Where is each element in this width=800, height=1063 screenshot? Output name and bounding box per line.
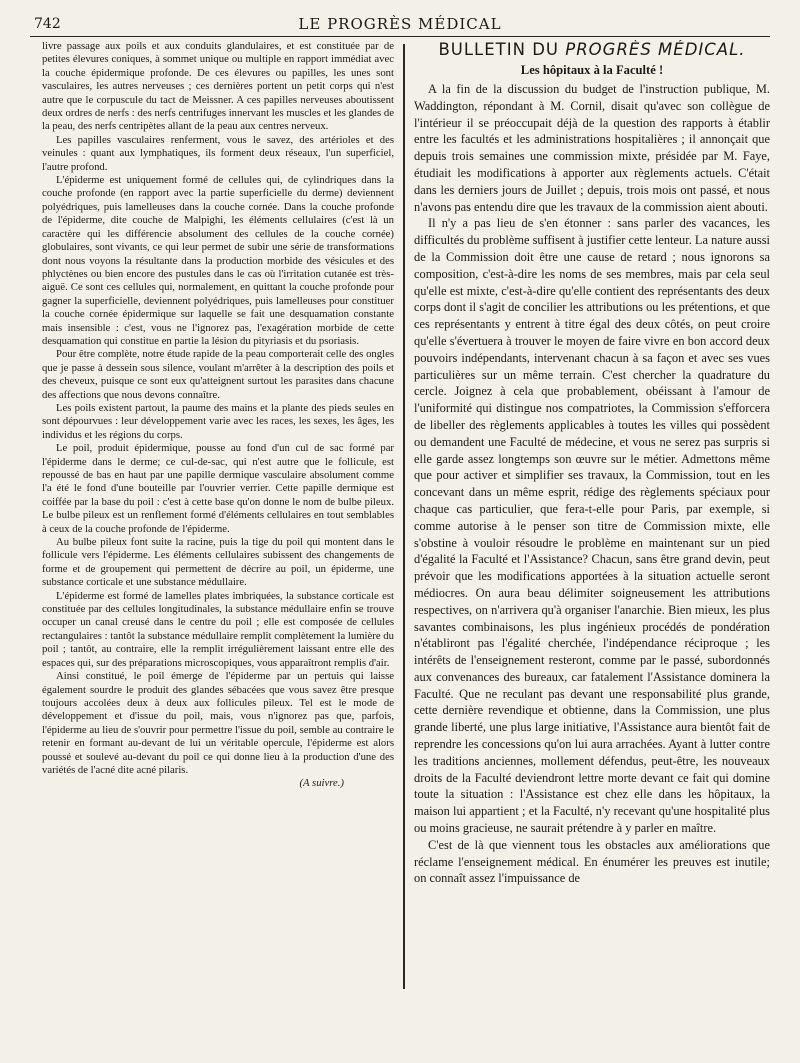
section-title: Les hôpitaux à la Faculté ! [520, 63, 664, 77]
bulletin-title [414, 40, 770, 60]
to-be-continued: (A suivre.) [299, 777, 344, 790]
left-column [42, 40, 394, 980]
right-paragraph: C'est de là que viennent tous les obstacles aux améliorations que réclame l'enseignement médical. En énumérer les preuves est inutile; on connaît assez l'impuissance de [414, 837, 770, 886]
left-paragraph: Les papilles vasculaires renferment, vous le savez, des artérioles et des veinules : quant aux lymphatiques, ils forment deux réseaux, l'un superficiel, l'autre profond. [42, 133, 394, 173]
bulletin-title-italic: PROGRÈS MÉDICAL. [565, 40, 746, 59]
left-paragraph: Ainsi constitué, le poil émerge de l'épiderme par un pertuis qui laisse également sourdre le produit des glandes sébacées que vous savez être presque toujours accolées deux à deux aux follicules pileux. Tel est le mode de développement et d'issue du poil, mais, vous n'ignorez pas que, parfois, l'épiderme au lieu de s'ouvrir pour permettre l'issue du poil, semble au contraire le retenir en formant au-devant de lui un véritable opercule, l'épiderme est alors poussé et soulevé au-devant du poil ce qui donne lieu à la production d'une des variétés de l'acné dite acné pilaris. [42, 670, 394, 776]
left-paragraph: livre passage aux poils et aux conduits glandulaires, et est constituée par de petites élevures coniques, à sommet unique ou multiple en rapport immédiat avec la couche épidermique profonde. De ces élevures ou papilles, les unes sont vasculaires, les autres nerveuses ; ces dernières portent un petit corps qui n'est autre que le corpuscule du tact de Meissner. A ces papilles nerveuses aboutissent deux ordres de nerfs : des nerfs centrifuges innervant les muscles et les glandes de la peau, des nerfs centripètes allant de la peau aux centres nerveux. [42, 40, 394, 133]
column-divider [403, 44, 405, 989]
left-paragraph: Les poils existent partout, la paume des mains et la plante des pieds seules en sont dépourvues : leur développement varie avec les races, les sexes, les âges, les individus et les régions du corps. [42, 401, 394, 441]
left-paragraph: L'épiderme est formé de lamelles plates imbriquées, la substance corticale est constituée par des cellules longitudinales, la substance médullaire enfin se trouve occuper un canal creusé dans le centre du poil ; elle est composée de cellules rectangulaires : tantôt la substance médullaire remplit complètement la lumière du poil ; tantôt, au contraire, elle la remplit irrégulièrement laissant entre elle des espaces qui, sur des préparations microscopiques, vous apparaîtront remplis d'air. [42, 589, 394, 669]
page-header [30, 10, 770, 37]
bulletin-title-main: BULLETIN DU [438, 40, 566, 59]
left-paragraph: L'épiderme est uniquement formé de cellules qui, de cylindriques dans la couche profonde (en rapport avec la partie superficielle du derme) deviennent polyédriques, puis lamelleuses dans la couche cornée. Dans la couche profonde de l'épiderme, dite couche de Malpighi, les éléments cellulaires (c'est là un caractère qui les différencie absolument des cellules de la couche cornée) globulaires, sont vivants, ce qui leur permet de subir une série de transformations dont nous voyons la résultante dans la production morbide des vésicules et des phlyctènes ou bien encore des pustules dans le cas où l'irritation cutanée est très-aiguë. Ce sont ces cellules qui, normalement, en quittant la couche profonde pour gagner la superficielle, deviennent polyédriques, puis lamelleuses pour constituer la couche cornée épidermique sur laquelle se fait une desquamation constante mais insensible : c'est, vous ne l'ignorez pas, l'exagération morbide de cette desquamation qui constitue en partie la lésion du pityriasis et du psoriasis. [42, 174, 394, 347]
left-paragraph: Pour être complète, notre étude rapide de la peau comporterait celle des ongles que je passe à dessein sous silence, voulant m'arrêter à la description des poils et des cheveux, puisque ce sont eux qu'atteignent surtout les parasites dans chacune des affections que nous devons connaître. [42, 348, 394, 401]
right-column [414, 40, 770, 985]
left-paragraph: Au bulbe pileux font suite la racine, puis la tige du poil qui montent dans le follicule vers l'épiderme. Les éléments cellulaires subissent des changements de forme et de groupement qui permettent de décrire au poil, un épiderme, une substance corticale et une substance médullaire. [42, 536, 394, 589]
running-title: LE PROGRÈS MÉDICAL [298, 15, 502, 33]
left-paragraph: Le poil, produit épidermique, pousse au fond d'un cul de sac formé par l'épiderme dans le derme; ce cul-de-sac, qui n'est autre que le follicule, est repoussé de bas en haut par une papille dermique vasculaire absolument comme l'a été le fond d'une bouteille par l'ouvrier verrier. Cette papille dermique est coiffée par la base du poil : c'est à cette base qu'on donne le nom de bulbe pileux. Le bulbe pileux est un renflement formé d'éléments cellulaires en tout semblables à ceux de la couche profonde de l'épiderme. [42, 442, 394, 535]
right-paragraph: Il n'y a pas lieu de s'en étonner : sans parler des vacances, les difficultés du problème suffisent à justifier cette lenteur. La nature aussi de la Commission doit être une cause de retard ; nous ignorons sa composition, c'est-à-dire les noms de ses membres, mais par cela seul qu'elle est mixte, c'est-à-dire qu'elle contient des représentants des deux corps dont il s'agit de concilier les attributions ou les prétentions, et que ces représentants y entrent à titre égal des deux côtés, on peut croire qu'elle s'évertuera à trouver le moyen de faire vivre en bon accord deux pouvoirs indépendants, intervenant chacun à sa façon et avec ses vues particulières sur un même terrain. C'est chercher la quadrature du cercle. Joignez à cela que probablement, obéissant à l'amour de l'uniformité qui distingue nos compatriotes, la Commission s'efforcera de libeller des règlements applicables à toutes les villes qui possèdent ou demandent une Faculté de médecine, et vous ne serez pas surpris si elle garde assez longtemps son œuvre sur le métier. Admettons même que pour activer et simplifier ses travaux, la Commission, tout en les concevant dans un même esprit, rédige des règlements spéciaux pour chaque cas particulier, que fera-t-elle pour Paris, par exemple, si comme autorise à le penser son titre de Commission mixte, elle s'obstine à vouloir résoudre le problème en maintenant sur un pied d'égalité la Faculté et l'Assistance? Chacun, sans être grand devin, peut prévoir que les modifications apportées à la situation actuelle seront médiocres. On aura beau délimiter soigneusement les attributions respectives, on n'arrivera qu'à organiser l'anarchie. Bien mieux, les plus savantes combinaisons, les plus ingénieux procédés de pondération n'établiront pas l'égalité cherchée, l'indépendance réciproque ; les intérêts de l'enseignement resteront, comme par le passé, subordonnés aux convenances des bureaux, car fatalement l'Assistance dominera la Faculté. Que ne reculant pas devant une responsabilité plus grande, cette dernière revendique et obtienne, dans la Commission, une plus grande liberté, une plus large initiative, l'Assistance aura bientôt fait de reprendre les concessions qu'on lui aura arrachées. Ayant à lutter contre les traditions anciennes, mollement défendus, peut-être, les nouveaux droits de la Faculté deviendront lettre morte devant ce fait qui domine toute la situation : l'Assistance est chez elle dans les hôpitaux, la maison lui appartient ; et la Faculté, n'y recevant qu'une hospitalité plus ou moins gracieuse, ne saurait prétendre à y parler en maître. [414, 216, 770, 836]
right-paragraph: A la fin de la discussion du budget de l'instruction publique, M. Waddington, répondant à M. Cornil, disait qu'avec son collègue de l'intérieur il se préoccupait déjà de la question des rapports à établir entre les facultés et les administrations hospitalières ; il annonçait que depuis trois semaines une commission mixte, présidée par M. Faye, étudiait les modifications à apporter aux règlements actuels. C'était dans les derniers jours de Juillet ; depuis, trois mois ont passé, et nous n'avons pas entendu dire que les travaux de la commission aient abouti. [414, 82, 770, 214]
page-number: 742 [34, 16, 61, 32]
